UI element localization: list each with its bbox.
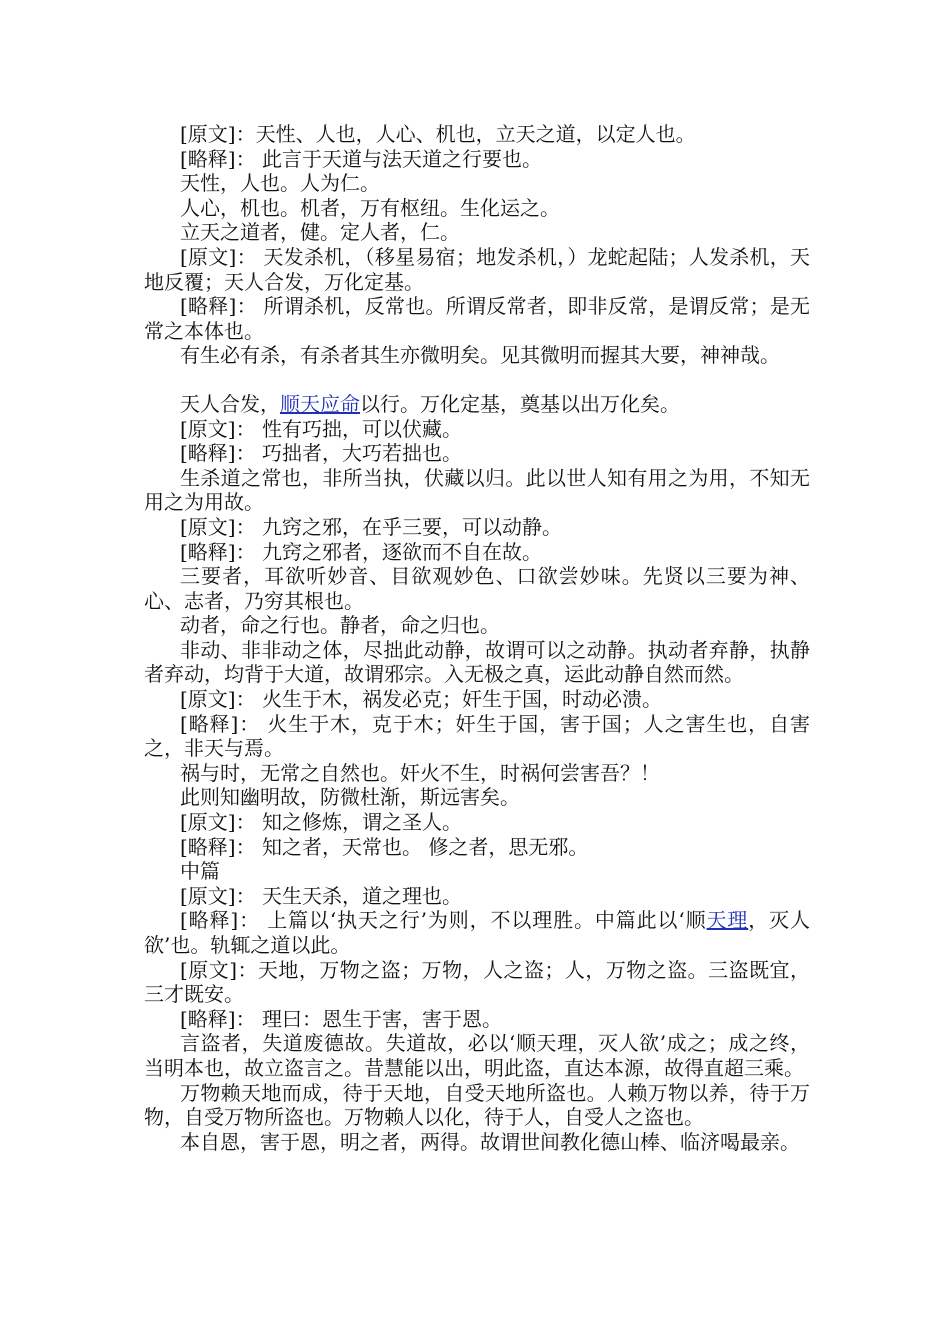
paragraph [144,1007,810,1032]
paragraph [144,810,810,835]
paragraph-text: [略释]： 所谓杀机，反常也。所谓反常者，即非反常，是谓反常；是无常之本体也。 [144,294,810,343]
paragraph-text: [原文]：天地，万物之盗；万物，人之盗；人，万物之盗。三盗既宜，三才既安。 [144,957,810,1007]
paragraph [144,712,810,761]
paragraph [144,761,810,786]
paragraph [144,515,810,540]
paragraph-text: [略释]： 火生于木，克于木；奸生于国，害于国；人之害生也，自害之，非天与焉。 [144,711,810,761]
paragraph-text: 有生必有杀，有杀者其生亦微明矣。见其微明而握其大要，神神哉。 [180,343,780,368]
paragraph [144,835,810,860]
paragraph-text: 非动、非非动之体，尽拙此动静，故谓可以之动静。执动者弃静，执静者弃动，均背于大道，故谓邪宗。入无极之真，运此动静自然而然。 [144,637,810,687]
paragraph-text: 天人合发， [180,391,280,416]
paragraph [144,220,810,245]
paragraph-text: [略释]： 巧拙者，大巧若拙也。 [180,441,462,466]
hyperlink[interactable]: 天理 [706,908,749,933]
paragraph-text: [原文]：天性、人也，人心、机也，立天之道，以定人也。 [180,122,696,146]
paragraph [144,122,810,147]
paragraph [144,1130,810,1155]
paragraph-text: [略释]： 理曰：恩生于害，害于恩。 [180,1006,502,1031]
paragraph [144,441,810,466]
paragraph [144,147,810,172]
paragraph-text: 生杀道之常也，非所当执，伏藏以归。此以世人知有用之为用，不知无用之为用故。 [144,465,810,515]
paragraph-text: [原文]： 九窍之邪，在乎三要，可以动静。 [180,514,562,539]
paragraph [144,196,810,221]
paragraph-text: [略释]： 此言于天道与法天道之行要也。 [180,146,542,171]
paragraph-text: ，灭人欲’也。轨辄之道以此。 [144,908,811,957]
paragraph [144,1031,810,1080]
document-body [144,122,810,1154]
paragraph [144,687,810,712]
paragraph [144,958,810,1007]
paragraph [144,540,810,565]
paragraph-text: [原文]： 天发杀机，（移星易宿；地发杀机，）龙蛇起陆；人发杀机，天地反覆；天人合发，万化定基。 [144,244,810,294]
paragraph [144,564,810,613]
paragraph [144,245,810,294]
paragraph [144,908,810,957]
paragraph [144,343,810,368]
paragraph-text: 立天之道者，健。定人者，仁。 [180,220,460,245]
paragraph-text: 祸与时，无常之自然也。奸火不生，时祸何尝害吾？！ [180,760,660,785]
paragraph-text: 三要者，耳欲听妙音、目欲观妙色、口欲尝妙味。先贤以三要为神、心、志者，乃穷其根也。 [144,564,810,613]
paragraph-text: 此则知幽明故，防微杜渐，斯远害矣。 [180,785,520,810]
paragraph-text: 以行。万化定基，奠基以出万化矣。 [360,391,680,416]
paragraph-text: [原文]： 性有巧拙，可以伏藏。 [180,416,462,441]
paragraph [144,417,810,442]
paragraph-text: 中篇 [180,859,220,884]
paragraph [144,884,810,909]
paragraph [144,638,810,687]
paragraph-text: 人心，机也。机者，万有枢纽。生化运之。 [180,195,560,220]
paragraph-text: [略释]： 九窍之邪者，逐欲而不自在故。 [180,539,542,564]
paragraph-text: [原文]： 知之修炼，谓之圣人。 [180,810,462,835]
paragraph [144,859,810,884]
paragraph [144,1081,810,1130]
paragraph [144,294,810,343]
paragraph-text: 动者，命之行也。静者，命之归也。 [180,613,500,638]
paragraph-text: [略释]： 上篇以‘执天之行’为则，不以理胜。中篇此以‘顺 [180,908,707,933]
paragraph [144,466,810,515]
hyperlink[interactable]: 顺天应命 [280,391,360,416]
paragraph [144,785,810,810]
paragraph-text: 言盗者，失道废德故。失道故，必以‘顺天理，灭人欲’成之；成之终，当明本也，故立盗言之。昔慧能以出，明此盗，直达本源，故得直超三乘。 [144,1031,810,1080]
paragraph-text: 本自恩，害于恩，明之者，两得。故谓世间教化德山棒、临济喝最亲。 [180,1129,800,1154]
paragraph-text: [原文]： 天生天杀，道之理也。 [180,883,462,908]
paragraph-text: 万物赖天地而成，待于天地，自受天地所盗也。人赖万物以养，待于万物，自受万物所盗也。万物赖人以化，待于人，自受人之盗也。 [144,1080,810,1130]
paragraph-text: [略释]： 知之者，天常也。 修之者，思无邪。 [180,834,589,859]
paragraph [144,171,810,196]
paragraph-text: 天性，人也。人为仁。 [180,171,380,196]
paragraph-text: [原文]： 火生于木，祸发必克；奸生于国，时动必溃。 [180,687,662,712]
paragraph [144,613,810,638]
paragraph [144,392,810,417]
